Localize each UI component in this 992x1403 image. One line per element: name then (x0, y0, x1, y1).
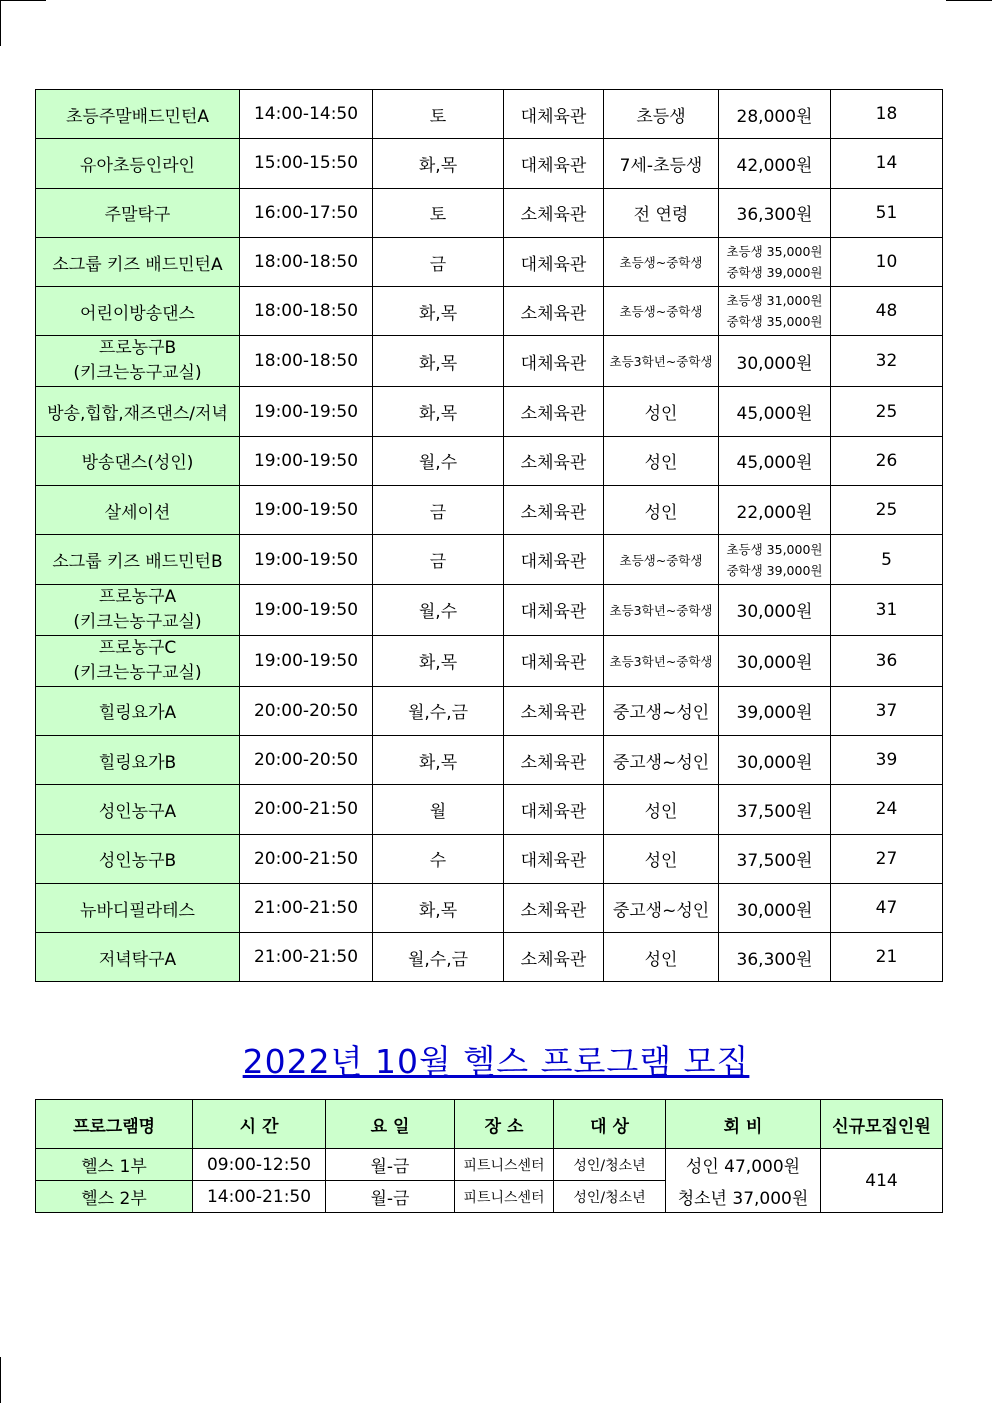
program-row (36, 635, 943, 686)
program-row (36, 237, 943, 286)
program-count: 21 (831, 933, 943, 982)
program-fee: 37,500원 (719, 785, 831, 834)
health-name: 헬스 1부 (36, 1149, 193, 1181)
program-count: 36 (831, 635, 943, 686)
program-target: 성인 (604, 387, 719, 436)
header-place: 장 소 (455, 1100, 554, 1149)
header-day: 요 일 (326, 1100, 455, 1149)
program-row (36, 535, 943, 584)
health-fee-adult: 성인 47,000원 (666, 1149, 821, 1181)
program-row (36, 933, 943, 982)
program-time: 14:00-14:50 (240, 90, 373, 139)
program-row (36, 883, 943, 932)
program-count: 27 (831, 834, 943, 883)
program-count: 14 (831, 139, 943, 188)
program-name: 초등주말배드민턴A (36, 90, 240, 139)
program-row (36, 785, 943, 834)
program-target: 초등생 (604, 90, 719, 139)
program-name-line: 프로농구C (98, 637, 177, 658)
program-place: 대체육관 (504, 336, 604, 387)
program-name (36, 336, 240, 387)
program-day: 금 (373, 237, 504, 286)
health-time: 14:00-21:50 (193, 1181, 326, 1213)
health-new-count: 414 (821, 1149, 943, 1213)
program-schedule-table (35, 89, 943, 982)
program-row (36, 336, 943, 387)
program-fee: 45,000원 (719, 387, 831, 436)
program-count: 39 (831, 735, 943, 784)
program-fee: 42,000원 (719, 139, 831, 188)
program-time: 20:00-20:50 (240, 686, 373, 735)
health-day: 월-금 (326, 1149, 455, 1181)
program-target: 초등3학년~중학생 (604, 635, 719, 686)
program-target: 중고생~성인 (604, 686, 719, 735)
program-day: 월,수,금 (373, 686, 504, 735)
program-time: 20:00-21:50 (240, 785, 373, 834)
program-row (36, 139, 943, 188)
health-place: 피트니스센터 (455, 1181, 554, 1213)
program-target: 7세-초등생 (604, 139, 719, 188)
program-time: 18:00-18:50 (240, 336, 373, 387)
program-fee-line: 초등생 31,000원 (726, 293, 823, 309)
program-place: 소체육관 (504, 735, 604, 784)
program-target: 성인 (604, 834, 719, 883)
health-row (36, 1149, 943, 1181)
program-fee: 30,000원 (719, 883, 831, 932)
program-row (36, 90, 943, 139)
program-count: 25 (831, 486, 943, 535)
program-time: 21:00-21:50 (240, 933, 373, 982)
program-name: 방송,힙합,재즈댄스/저녁 (36, 387, 240, 436)
program-count: 24 (831, 785, 943, 834)
program-day: 월,수 (373, 436, 504, 485)
program-day: 화,목 (373, 287, 504, 336)
program-day: 토 (373, 188, 504, 237)
health-target: 성인/청소년 (554, 1149, 666, 1181)
header-fee: 회 비 (666, 1100, 821, 1149)
program-row (36, 686, 943, 735)
program-name: 방송댄스(성인) (36, 436, 240, 485)
program-fee-line: 초등생 35,000원 (726, 244, 823, 260)
program-time: 18:00-18:50 (240, 287, 373, 336)
program-row (36, 834, 943, 883)
program-time: 19:00-19:50 (240, 535, 373, 584)
program-fee: 22,000원 (719, 486, 831, 535)
program-target: 초등생~중학생 (604, 237, 719, 286)
program-name (36, 584, 240, 635)
program-day: 토 (373, 90, 504, 139)
program-name-line: (키크는농구교실) (73, 611, 202, 632)
program-target: 중고생~성인 (604, 735, 719, 784)
program-place: 소체육관 (504, 436, 604, 485)
program-row (36, 584, 943, 635)
program-fee-line: 중학생 39,000원 (726, 265, 823, 281)
program-count: 5 (831, 535, 943, 584)
program-place: 대체육관 (504, 584, 604, 635)
program-time: 15:00-15:50 (240, 139, 373, 188)
health-name: 헬스 2부 (36, 1181, 193, 1213)
program-time: 19:00-19:50 (240, 584, 373, 635)
program-target: 성인 (604, 933, 719, 982)
program-fee: 28,000원 (719, 90, 831, 139)
program-place: 소체육관 (504, 287, 604, 336)
program-fee: 30,000원 (719, 584, 831, 635)
program-fee-line: 중학생 39,000원 (726, 562, 823, 578)
crop-mark-top-left-h (0, 0, 46, 1)
program-place: 대체육관 (504, 834, 604, 883)
crop-mark-top-left (0, 0, 1, 46)
program-fee-line: 초등생 35,000원 (726, 541, 823, 557)
program-time: 19:00-19:50 (240, 635, 373, 686)
program-count: 26 (831, 436, 943, 485)
program-fee: 36,300원 (719, 188, 831, 237)
program-fee: 45,000원 (719, 436, 831, 485)
program-row (36, 735, 943, 784)
program-row (36, 188, 943, 237)
program-time: 20:00-21:50 (240, 834, 373, 883)
program-name: 살세이션 (36, 486, 240, 535)
program-day: 화,목 (373, 635, 504, 686)
program-name: 저녁탁구A (36, 933, 240, 982)
program-day: 화,목 (373, 735, 504, 784)
program-name: 힐링요가A (36, 686, 240, 735)
program-fee: 36,300원 (719, 933, 831, 982)
program-place: 소체육관 (504, 387, 604, 436)
program-time: 21:00-21:50 (240, 883, 373, 932)
program-fee: 37,500원 (719, 834, 831, 883)
program-time: 19:00-19:50 (240, 436, 373, 485)
health-time: 09:00-12:50 (193, 1149, 326, 1181)
program-place: 소체육관 (504, 486, 604, 535)
program-target: 초등생~중학생 (604, 287, 719, 336)
program-place: 소체육관 (504, 883, 604, 932)
program-name-line: (키크는농구교실) (73, 363, 202, 384)
health-place: 피트니스센터 (455, 1149, 554, 1181)
program-name: 소그룹 키즈 배드민턴B (36, 535, 240, 584)
program-place: 소체육관 (504, 686, 604, 735)
header-time: 시 간 (193, 1100, 326, 1149)
program-day: 월,수 (373, 584, 504, 635)
header-target: 대 상 (554, 1100, 666, 1149)
program-day: 화,목 (373, 883, 504, 932)
program-fee (719, 287, 831, 336)
program-count: 10 (831, 237, 943, 286)
header-program-name: 프로그램명 (36, 1100, 193, 1149)
program-time: 20:00-20:50 (240, 735, 373, 784)
program-target: 중고생~성인 (604, 883, 719, 932)
program-name: 성인농구A (36, 785, 240, 834)
program-name: 뉴바디필라테스 (36, 883, 240, 932)
program-count: 31 (831, 584, 943, 635)
program-name: 성인농구B (36, 834, 240, 883)
program-count: 47 (831, 883, 943, 932)
health-target: 성인/청소년 (554, 1181, 666, 1213)
program-name: 유아초등인라인 (36, 139, 240, 188)
program-target: 성인 (604, 486, 719, 535)
program-count: 32 (831, 336, 943, 387)
program-fee (719, 535, 831, 584)
program-day: 수 (373, 834, 504, 883)
program-name: 주말탁구 (36, 188, 240, 237)
program-fee: 30,000원 (719, 336, 831, 387)
program-place: 대체육관 (504, 237, 604, 286)
program-target: 초등생~중학생 (604, 535, 719, 584)
health-program-table (35, 1099, 943, 1213)
crop-mark-top-right (946, 0, 992, 1)
program-place: 대체육관 (504, 90, 604, 139)
program-name: 어린이방송댄스 (36, 287, 240, 336)
program-fee-line: 중학생 35,000원 (726, 314, 823, 330)
program-day: 월 (373, 785, 504, 834)
program-count: 18 (831, 90, 943, 139)
program-target: 성인 (604, 785, 719, 834)
program-day: 금 (373, 535, 504, 584)
health-row (36, 1181, 943, 1213)
health-header-row (36, 1100, 943, 1149)
program-place: 대체육관 (504, 139, 604, 188)
program-fee (719, 237, 831, 286)
program-fee: 30,000원 (719, 635, 831, 686)
crop-mark-bottom-left (0, 1357, 1, 1403)
header-new-count: 신규모집인원 (821, 1100, 943, 1149)
health-day: 월-금 (326, 1181, 455, 1213)
program-count: 25 (831, 387, 943, 436)
program-fee: 30,000원 (719, 735, 831, 784)
program-name: 소그룹 키즈 배드민턴A (36, 237, 240, 286)
program-target: 성인 (604, 436, 719, 485)
program-name: 힐링요가B (36, 735, 240, 784)
health-fee-youth: 청소년 37,000원 (666, 1181, 821, 1213)
program-target: 초등3학년~중학생 (604, 336, 719, 387)
program-name (36, 635, 240, 686)
program-name-line: (키크는농구교실) (73, 662, 202, 683)
program-time: 19:00-19:50 (240, 387, 373, 436)
program-day: 화,목 (373, 336, 504, 387)
program-day: 월,수,금 (373, 933, 504, 982)
program-day: 화,목 (373, 387, 504, 436)
program-place: 대체육관 (504, 535, 604, 584)
program-time: 19:00-19:50 (240, 486, 373, 535)
program-row (36, 436, 943, 485)
program-day: 금 (373, 486, 504, 535)
program-count: 48 (831, 287, 943, 336)
program-day: 화,목 (373, 139, 504, 188)
program-place: 대체육관 (504, 785, 604, 834)
program-place: 소체육관 (504, 188, 604, 237)
program-time: 16:00-17:50 (240, 188, 373, 237)
program-name-line: 프로농구A (98, 586, 177, 607)
program-count: 37 (831, 686, 943, 735)
program-place: 소체육관 (504, 933, 604, 982)
program-row (36, 287, 943, 336)
program-count: 51 (831, 188, 943, 237)
program-row (36, 486, 943, 535)
program-target: 초등3학년~중학생 (604, 584, 719, 635)
health-section-title: 2022년 10월 헬스 프로그램 모집 (242, 1042, 750, 1081)
program-row (36, 387, 943, 436)
program-target: 전 연령 (604, 188, 719, 237)
program-place: 대체육관 (504, 635, 604, 686)
program-name-line: 프로농구B (98, 338, 177, 359)
program-time: 18:00-18:50 (240, 237, 373, 286)
program-fee: 39,000원 (719, 686, 831, 735)
